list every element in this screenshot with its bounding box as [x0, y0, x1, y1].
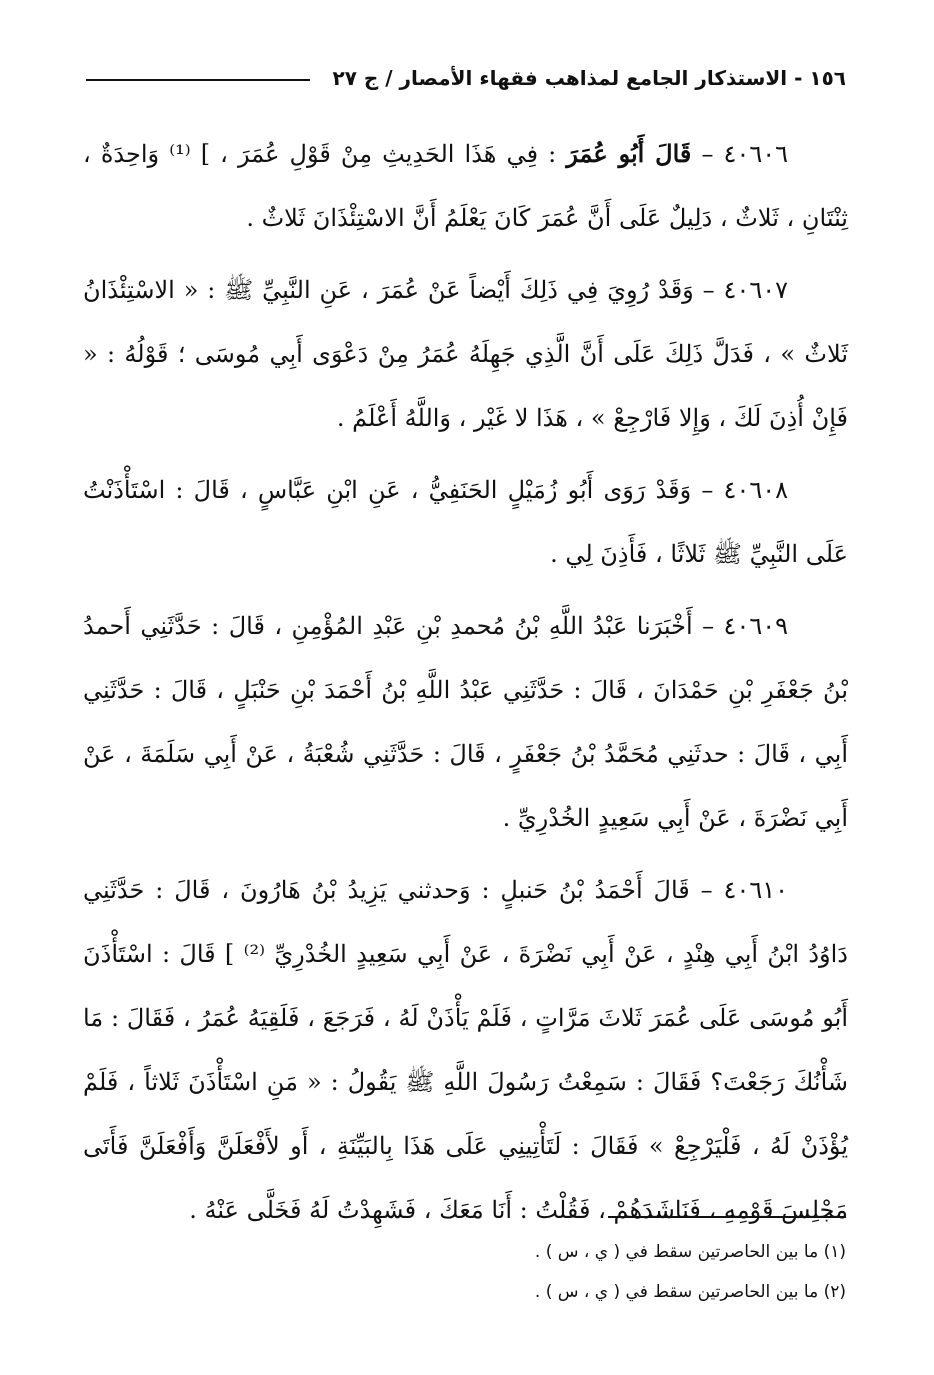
paragraph-text: وَقَدْ رُوِيَ فِي ذَلِكَ أَيْضاً عَنْ عُمَرَ ، عَنِ النَّبِيِّ ﷺ : « الاسْتِئْذَانُ ثَلاثٌ » ، فَدَلَّ ذَلِكَ عَلَى أَنَّ الَّذِي جَهِلَهُ عُمَرُ مِنْ دَعْوَى أَبِي مُوسَى ؛ قَوْلُهُ : « فَإِنْ أُذِنَ لَكَ ، وَإِلا فَارْجِعْ » ، هَذَا لا غَيْر ، وَاللَّهُ أَعْلَمُ . [83, 276, 848, 432]
footnotes [246, 1232, 846, 1312]
paragraph-text: وَقَدْ رَوَى أَبُو زُمَيْلٍ الحَنَفِيُّ ، عَنِ ابْنِ عَبَّاسٍ ، قَالَ : اسْتَأْذَنْتُ عَلَى النَّبِيِّ ﷺ ثَلاثًا ، فَأَذِنَ لِي . [83, 476, 848, 568]
paragraph-number: ٤٠٦٠٨ [723, 476, 788, 504]
paragraph-40609 [83, 594, 848, 850]
running-title: ١٥٦ - الاستذكار الجامع لمذاهب فقهاء الأمصار / ج ٢٧ [332, 66, 846, 90]
header-rule [86, 79, 310, 81]
paragraph-number: ٤٠٦٠٩ [723, 612, 788, 640]
running-header [86, 58, 846, 98]
paragraph-number: ٤٠٦٠٦ [723, 140, 788, 168]
footnote-2: (٢) ما بين الحاصرتين سقط في ( ي ، س ) . [534, 1282, 846, 1302]
footnote-1: (١) ما بين الحاصرتين سقط في ( ي ، س ) . [534, 1242, 846, 1262]
paragraph-40608 [83, 458, 848, 586]
footnote-rule [608, 1216, 846, 1218]
paragraph-dash: – [689, 876, 724, 904]
paragraph-text: : فِي هَذَا الحَدِيثِ مِنْ قَوْلِ عُمَرَ ، ] ⁽¹⁾ وَاحِدَةٌ ، ثِنْتَانِ ، ثَلاثٌ ، دَلِيلٌ عَلَى أَنَّ عُمَرَ كَانَ يَعْلَمُ أَنَّ الاسْتِئْذَانَ ثَلاثٌ . [83, 140, 848, 232]
paragraph-40606 [83, 122, 848, 250]
paragraph-40607 [83, 258, 848, 450]
paragraph-text: أَخْبَرَنا عَبْدُ اللَّهِ بْنُ مُحمدِ بْنِ عَبْدِ المُؤْمِنِ ، قَالَ : حَدَّثَنِي أَحمدُ بْنُ جَعْفَرِ بْنِ حَمْدَانَ ، قَالَ : حَدَّثَنِي عَبْدُ اللَّهِ بْنُ أَحْمَدَ بْنِ حَنْبَلٍ ، قَالَ : حَدَّثَنِي أَبِي ، قَالَ : حدثَنِي مُحَمَّدُ بْنُ جَعْفَرٍ ، قَالَ : حَدَّثَنِي شُعْبَةُ ، عَنْ أَبِي سَلَمَةَ ، عَنْ أَبِي نَضْرَةَ ، عَنْ أَبِي سَعِيدٍ الخُدْرِيِّ . [83, 612, 848, 832]
paragraph-dash: – [691, 476, 724, 504]
paragraph-dash: – [692, 612, 724, 640]
paragraph-dash: – [691, 140, 724, 168]
paragraph-number: ٤٠٦١٠ [723, 876, 788, 904]
paragraph-text: قَالَ أَحْمَدُ بْنُ حَنبلٍ : وَحدثني يَزِيدُ بْنُ هَارُونَ ، قَالَ : حَدَّثَنِي دَاوُدُ ابْنُ أَبِي هِنْدٍ ، عَنْ أَبِي نَضْرَةَ ، عَنْ أَبِي سَعِيدٍ الخُدْرِيِّ ⁽²⁾ ] قَالَ : اسْتَأْذَنَ أَبُو مُوسَى عَلَى عُمَرَ ثَلاثَ مَرَّاتٍ ، فَلَمْ يَأْذَنْ لَهُ ، فَرَجَعَ ، فَلَقِيَهُ عُمَرُ ، فَقَالَ : مَا شَأْنُكَ رَجَعْتَ؟ فَقَالَ : سَمِعْتُ رَسُولَ اللَّهِ ﷺ يَقُولُ : « مَنِ اسْتَأْذَنَ ثَلاثاً ، فَلَمْ يُؤْذَنْ لَهُ ، فَلْيَرْجِعْ » فَقَالَ : لَتَأْتِينِي عَلَى هَذَا بِالبَيِّنَةِ ، أَو لأَفْعَلَنَّ وَأَفْعَلَنَّ فَأَتَى مَجْلِسَ قَوْمِهِ ، فَنَاشَدَهُمْ ، فَقُلْتُ : أَنَا مَعَكَ ، فَشَهِدْتُ لَهُ فَخَلَّى عَنْهُ . [83, 876, 848, 1224]
paragraph-dash: – [693, 276, 724, 304]
main-text [83, 122, 848, 1250]
paragraph-number: ٤٠٦٠٧ [723, 276, 788, 304]
paragraph-speaker: قَالَ أَبُو عُمَرَ [566, 139, 692, 168]
paragraph-40610 [83, 858, 848, 1242]
